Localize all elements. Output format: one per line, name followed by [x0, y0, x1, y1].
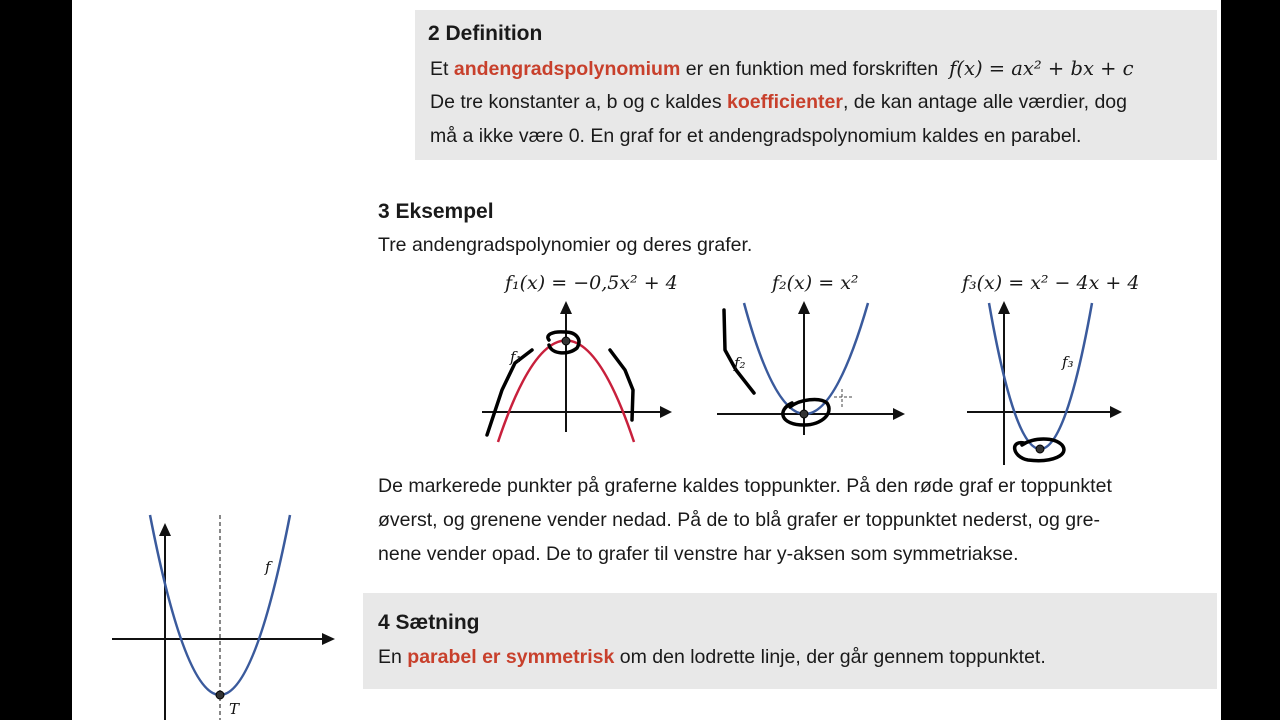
- arrow-right-icon: [1110, 406, 1122, 418]
- example-intro: Tre andengradspolynomier og deres grafer.: [378, 234, 753, 256]
- term-koefficienter: koefficienter: [727, 91, 843, 113]
- side-graph-curve-label: f: [265, 558, 271, 576]
- graph1-vertex: [562, 337, 570, 345]
- graph3-label: f₃: [1062, 353, 1074, 371]
- side-graph-parabola: [150, 515, 290, 695]
- graph1-label: f₁: [510, 348, 522, 366]
- term-andengradspolynomium: andengradspolynomium: [453, 58, 681, 80]
- graph2-title: f₂(x) = x²: [772, 272, 859, 294]
- symmetry-graph: [110, 515, 340, 720]
- example-desc-line-2: øverst, og grenene vender nedad. På de to blå grafer er toppunktet nederst, og gre-: [378, 509, 1100, 531]
- example-desc-line-3: nene vender opad. De to grafer til venstre har y-aksen som symmetriakse.: [378, 543, 1019, 565]
- definition-heading: 2 Definition: [428, 22, 543, 45]
- graph3: [962, 295, 1162, 470]
- definition-line-3: må a ikke være 0. En graf for et andengradspolynomium kaldes en parabel.: [430, 125, 1082, 147]
- arrow-up-icon: [159, 523, 171, 536]
- theorem-text: En parabel er symmetrisk om den lodrette linje, der går gennem toppunktet.: [378, 646, 1046, 668]
- arrow-right-icon: [322, 633, 335, 645]
- graph3-vertex: [1036, 445, 1044, 453]
- definition-formula: f(x) = ax² + bx + c: [949, 57, 1134, 80]
- graph2: [712, 295, 912, 455]
- crosshair-cursor-icon: [834, 389, 852, 407]
- example-desc-line-1: De markerede punkter på graferne kaldes toppunkter. På den røde graf er toppunktet: [378, 475, 1112, 497]
- term-parabel-symmetrisk: parabel er symmetrisk: [407, 646, 615, 668]
- document-page: [72, 0, 1221, 720]
- graph2-vertex: [800, 410, 808, 418]
- graph1-title: f₁(x) = −0,5x² + 4: [505, 272, 678, 294]
- definition-line-2: De tre konstanter a, b og c kaldes koefficienter, de kan antage alle værdier, dog: [430, 91, 1127, 113]
- definition-line-1: Et andengradspolynomium er en funktion med forskriften f(x) = ax² + bx + c: [430, 57, 1134, 80]
- arrow-right-icon: [660, 406, 672, 418]
- example-heading: 3 Eksempel: [378, 200, 494, 223]
- arrow-up-icon: [560, 301, 572, 314]
- graph2-label: f₂: [734, 354, 746, 372]
- theorem-box: [363, 593, 1217, 689]
- side-graph-vertex: [216, 691, 224, 699]
- arrow-up-icon: [998, 301, 1010, 314]
- graph3-title: f₃(x) = x² − 4x + 4: [962, 272, 1140, 294]
- graph1: [477, 295, 677, 455]
- side-graph-vertex-label: T: [229, 700, 240, 718]
- theorem-heading: 4 Sætning: [378, 611, 480, 634]
- arrow-up-icon: [798, 301, 810, 314]
- arrow-right-icon: [893, 408, 905, 420]
